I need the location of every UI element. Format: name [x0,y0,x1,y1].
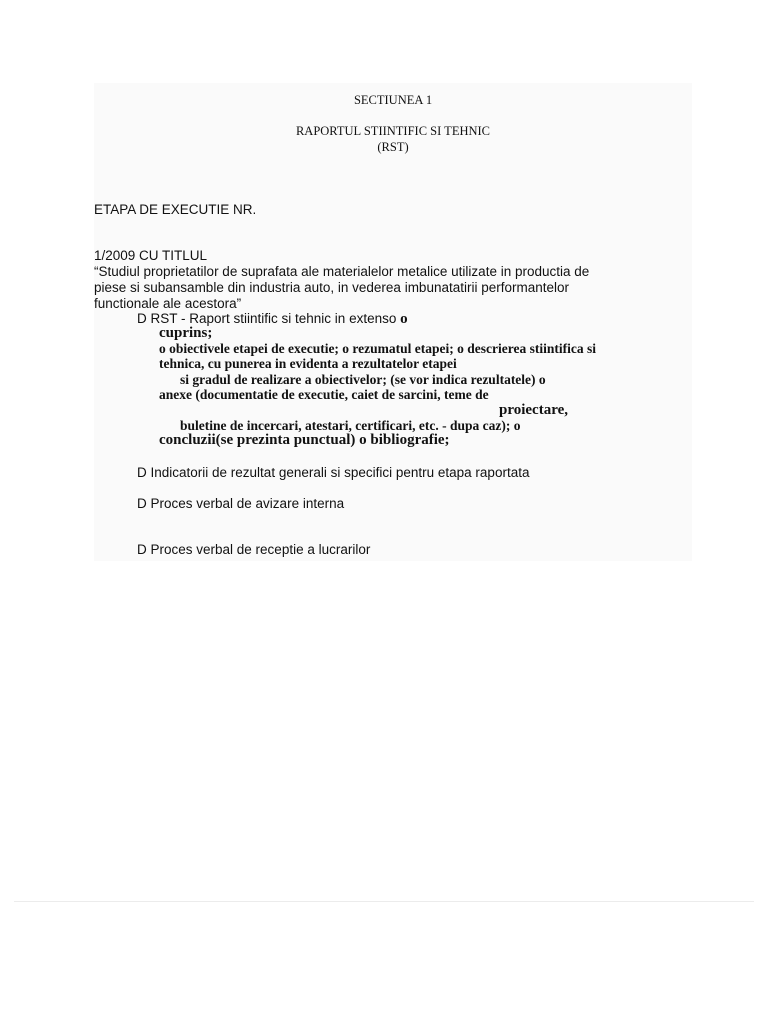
content-line-5: anexe (documentatie de executie, caiet de sarcini, teme de [159,387,489,402]
reception-item: D Proces verbal de receptie a lucrarilor [137,542,371,557]
theme-line-3: functionale ale acestora” [94,296,242,311]
content-line-4: si gradul de realizare a obiectivelor; (se vor indica rezultatele) o [180,372,546,387]
content-line-3: tehnica, cu punerea in evidenta a rezultatelor etapei [159,356,457,371]
report-abbreviation: (RST) [377,140,409,154]
rst-item-label: D RST - Raport stiintific si tehnic in extenso [137,311,397,326]
stage-number: 1/2009 CU TITLUL [94,248,208,263]
indicators-item: D Indicatorii de rezultat generali si specifici pentru etapa raportata [137,465,530,480]
theme-line-2: piese si subansamble din industria auto, in vederea imbunatatirii performantelor [94,280,570,295]
internal-approval-item: D Proces verbal de avizare interna [137,496,345,511]
rst-item-bullet: o [400,311,408,327]
content-line-2: o obiectivele etapei de executie; o rezumatul etapei; o descrierea stiintifica si [159,341,596,356]
content-line-6: proiectare, [499,402,569,418]
content-line-8: concluzii(se prezinta punctual) o bibliografie; [159,432,450,448]
page-divider [14,901,754,902]
theme-line-1: “Studiul proprietatilor de suprafata ale materialelor metalice utilizate in productia de [94,264,590,279]
report-title: RAPORTUL STIINTIFIC SI TEHNIC [295,124,491,138]
content-line-7: buletine de incercari, atestari, certificari, etc. - dupa caz); o [180,418,521,433]
section-heading: SECTIUNEA 1 [353,93,433,107]
stage-label: ETAPA DE EXECUTIE NR. [94,202,257,217]
content-line-1: cuprins; [159,325,213,341]
